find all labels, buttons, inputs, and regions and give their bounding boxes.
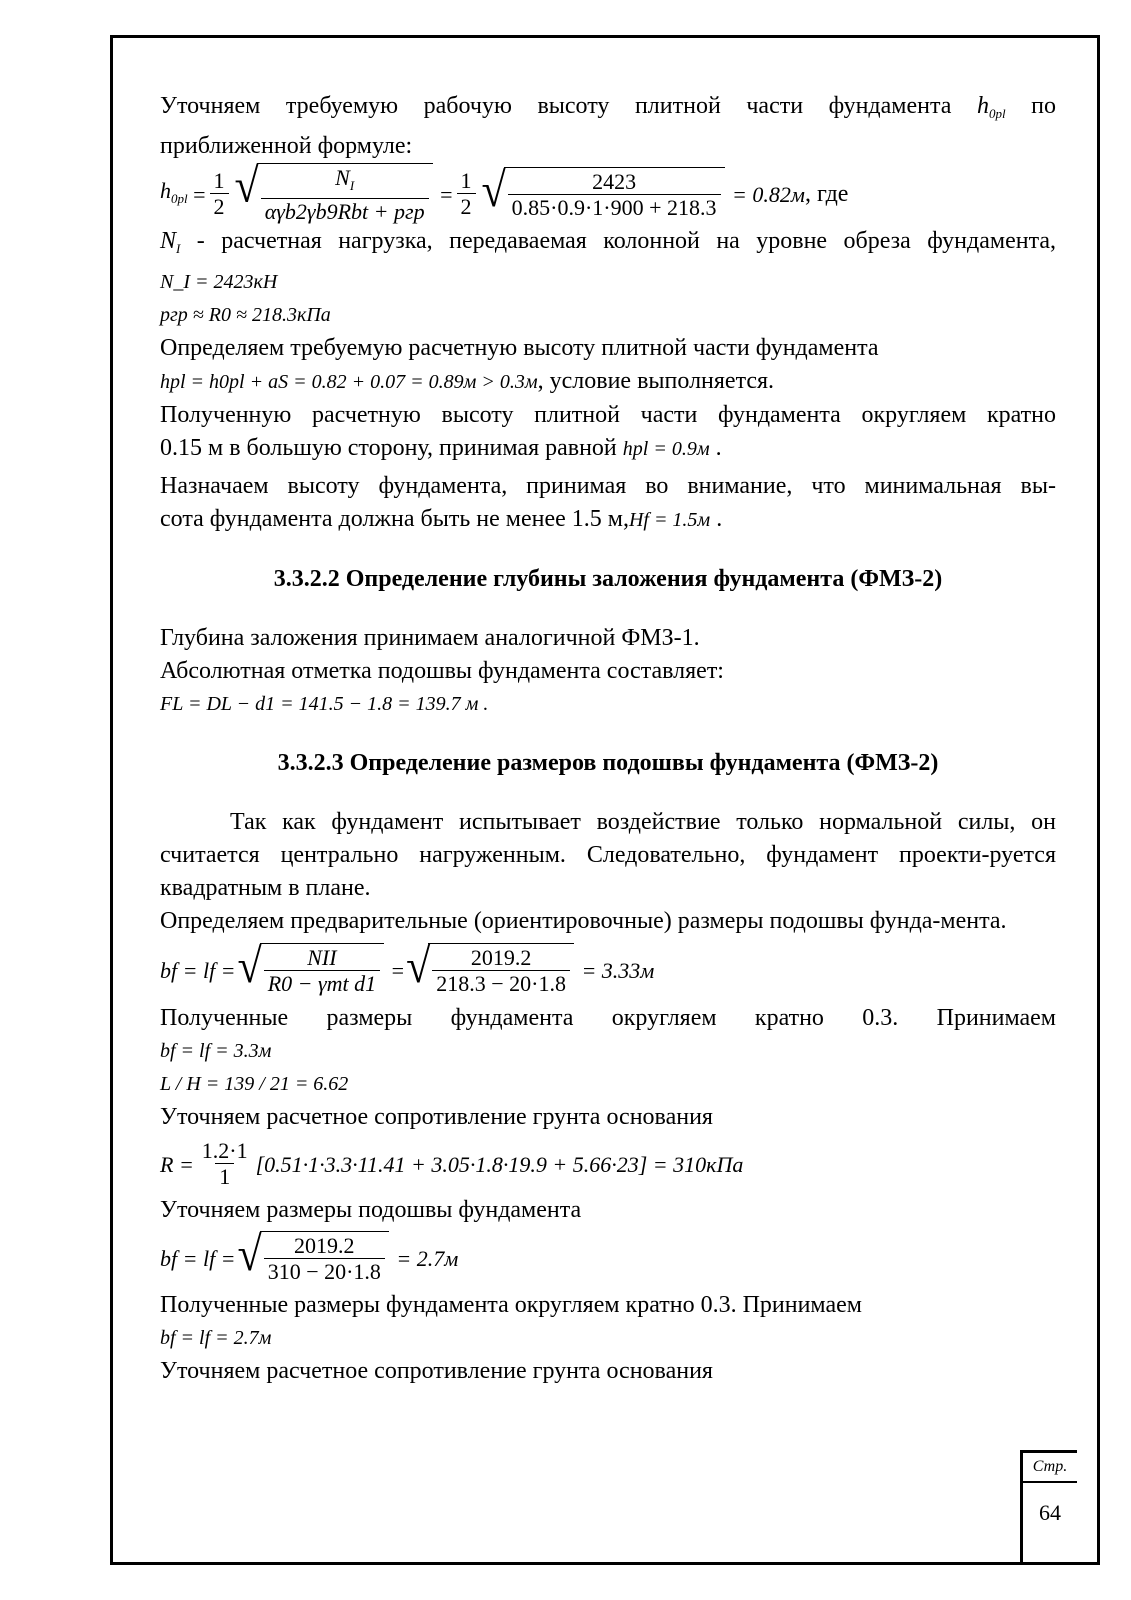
paragraph: hpl = h0pl + aS = 0.82 + 0.07 = 0.89м > 0.3м, условие выполняется. <box>160 368 775 394</box>
paragraph: Полученные размеры фундамента округляем кратно 0.3. Принимаем <box>160 1292 862 1318</box>
formula-bf-refined: bf = lf = √ $\frac{2019.2}{310 - 20\cdot 1.8}$ = 2.7м <box>160 1227 459 1284</box>
formula-pgr: pгр ≈ R0 ≈ 218.3кПа <box>160 304 331 326</box>
formula-inline: $h_{0pl}$ <box>976 93 1006 121</box>
paragraph: Определяем предварительные (ориентировочные) размеры подошвы фунда-мента. <box>160 908 1007 934</box>
paragraph: Уточняем расчетное сопротивление грунта основания <box>160 1104 713 1130</box>
paragraph: Назначаем высоту фундамента, принимая во внимание, что минимальная вы- <box>160 473 1056 499</box>
paragraph: $N_I$ - расчетная нагрузка, передаваемая колонной на уровне обреза фундамента, N_I = 2423кН <box>160 228 1056 293</box>
paragraph: Полученную расчетную высоту плитной части фундамента округляем кратно <box>160 402 1056 428</box>
paragraph: Полученные размеры фундамента округляем кратно 0.3. Принимаем <box>160 1005 1056 1031</box>
paragraph: Глубина заложения принимаем аналогичной ФМЗ-1. <box>160 625 700 651</box>
paragraph: 0.15 м в большую сторону, принимая равной hpl = 0.9м . <box>160 435 722 461</box>
paragraph: Определяем требуемую расчетную высоту плитной части фундамента <box>160 335 879 361</box>
page-number: 64 <box>1039 1500 1061 1525</box>
stamp-label: Стр. <box>1023 1453 1077 1483</box>
formula-fl: FL = DL − d1 = 141.5 − 1.8 = 139.7 м . <box>160 693 489 715</box>
paragraph: Уточняем расчетное сопротивление грунта основания <box>160 1358 713 1384</box>
section-heading: 3.3.2.3 Определение размеров подошвы фундамента (ФМЗ-2) <box>277 750 939 776</box>
formula-h0pl: $h_{0pl}$ = $\frac{1}{2}$ √ $\frac{N_I}{\text{αγb2γb9Rbt + pгр}}$ = $\frac{1}{2}$ √ $\frac{2423}{0.85\cdot 0.9\cdot 1\cdot 900 + 218.3}$ = 0.82м , где <box>160 158 849 224</box>
paragraph: Уточняем требуемую рабочую высоту плитной части фундамента $h_{0pl}$ по <box>160 93 1056 121</box>
paragraph: приближенной формуле: <box>160 133 413 159</box>
paragraph: Так как фундамент испытывает воздействие только нормальной силы, он считается центрально нагруженным. Следовательно, фундамент проекти-руется квадратным в плане. <box>160 809 1056 901</box>
formula-lh: L / H = 139 / 21 = 6.62 <box>160 1073 349 1095</box>
paragraph: Абсолютная отметка подошвы фундамента составляет: <box>160 658 724 684</box>
formula-bf-prelim: bf = lf = √ $\frac{\text{NII}}{\text{R0 − γmt d1}}$ = √ $\frac{2019.2}{218.3 - 20\cdot 1.8}$ = 3.33м <box>160 939 655 996</box>
section-heading: 3.3.2.2 Определение глубины заложения фундамента (ФМЗ-2) <box>273 566 943 592</box>
page-content <box>160 90 1056 1388</box>
formula-bf: bf = lf = 3.3м <box>160 1040 272 1062</box>
page-number-stamp <box>1020 1450 1077 1565</box>
formula-bf-final: bf = lf = 2.7м <box>160 1327 272 1349</box>
formula-r: R = $\frac{1.2\cdot 1}{1}$ [0.51·1·3.3·11.41 + 3.05·1.8·19.9 + 5.66·23] = 310кПа <box>160 1137 744 1189</box>
paragraph: сота фундамента должна быть не менее 1.5 м,Hf = 1.5м . <box>160 506 723 532</box>
paragraph: Уточняем размеры подошвы фундамента <box>160 1197 582 1223</box>
